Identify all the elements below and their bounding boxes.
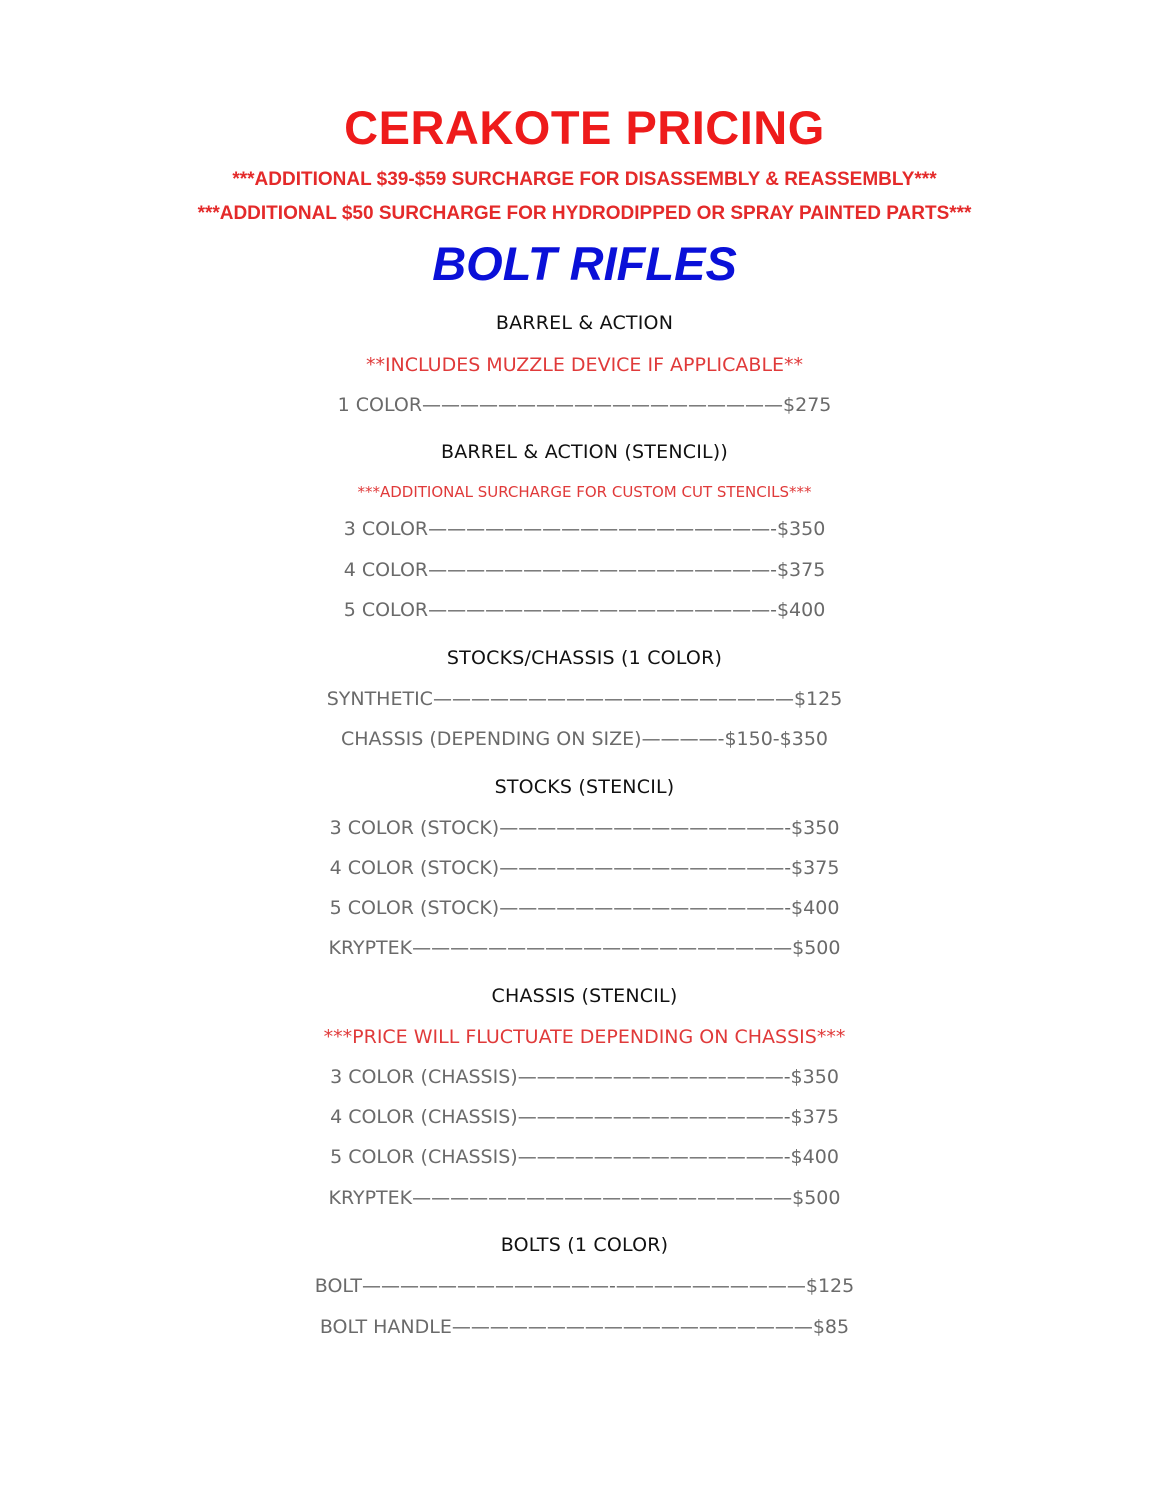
price-item: 4 COLOR (STOCK)———————————————-$375 xyxy=(329,857,840,879)
surcharge-note-hydrodip: ***ADDITIONAL $50 SURCHARGE FOR HYDRODIPPED OR SPRAY PAINTED PARTS*** xyxy=(197,203,972,224)
surcharge-note-disassembly: ***ADDITIONAL $39-$59 SURCHARGE FOR DISASSEMBLY & REASSEMBLY*** xyxy=(232,169,937,190)
section-note-muzzle: **INCLUDES MUZZLE DEVICE IF APPLICABLE** xyxy=(365,354,804,376)
price-item: 1 COLOR———————————————————$275 xyxy=(337,394,832,416)
price-item: 3 COLOR (STOCK)———————————————-$350 xyxy=(329,817,840,839)
price-item: KRYPTEK————————————————————$500 xyxy=(328,937,841,959)
price-item: 4 COLOR——————————————————-$375 xyxy=(343,559,826,581)
price-item: 4 COLOR (CHASSIS)——————————————-$375 xyxy=(330,1106,839,1128)
price-item: 5 COLOR——————————————————-$400 xyxy=(343,599,826,621)
price-item: BOLT HANDLE———————————————————$85 xyxy=(319,1316,850,1338)
price-item: SYNTHETIC———————————————————$125 xyxy=(326,688,843,710)
section-heading-bolts: BOLTS (1 COLOR) xyxy=(500,1234,669,1256)
section-heading-stocks-stencil: STOCKS (STENCIL) xyxy=(494,776,675,798)
price-item: BOLT—————————————-——————————$125 xyxy=(314,1275,855,1297)
section-note-chassis-fluctuate: ***PRICE WILL FLUCTUATE DEPENDING ON CHASSIS*** xyxy=(323,1026,846,1048)
price-item: CHASSIS (DEPENDING ON SIZE)————-$150-$350 xyxy=(340,728,829,750)
price-item: 3 COLOR——————————————————-$350 xyxy=(343,518,826,540)
price-item: 5 COLOR (STOCK)———————————————-$400 xyxy=(329,897,840,919)
section-note-custom-stencils: ***ADDITIONAL SURCHARGE FOR CUSTOM CUT STENCILS*** xyxy=(357,483,812,501)
price-item: 3 COLOR (CHASSIS)——————————————-$350 xyxy=(330,1066,839,1088)
section-heading-chassis-stencil: CHASSIS (STENCIL) xyxy=(491,985,678,1007)
section-heading-stocks-chassis: STOCKS/CHASSIS (1 COLOR) xyxy=(446,647,723,669)
category-title: BOLT RIFLES xyxy=(432,237,737,290)
price-item: KRYPTEK————————————————————$500 xyxy=(328,1187,841,1209)
page-title: CERAKOTE PRICING xyxy=(344,101,825,154)
section-heading-barrel-action-stencil: BARREL & ACTION (STENCIL)) xyxy=(440,441,729,463)
section-heading-barrel-action: BARREL & ACTION xyxy=(495,312,674,334)
price-item: 5 COLOR (CHASSIS)——————————————-$400 xyxy=(330,1146,839,1168)
